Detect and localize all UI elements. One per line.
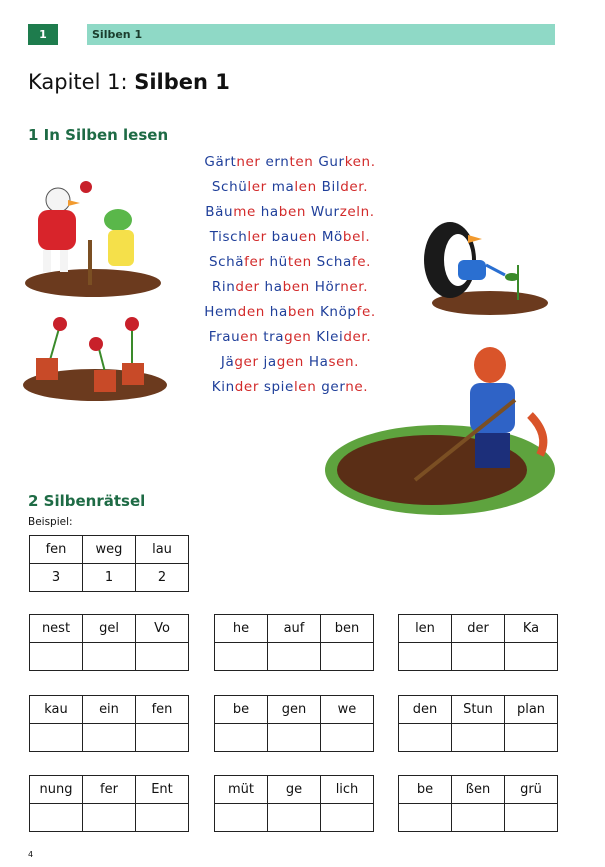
puzzle-syllable-cell: gel xyxy=(83,615,136,643)
syllable-blue: ha xyxy=(259,279,283,295)
chapter-number: 1 xyxy=(28,24,58,45)
syllable-blue: Mö xyxy=(316,229,343,245)
puzzle-syllable-row xyxy=(215,696,374,724)
syllable-puzzle-table xyxy=(398,695,558,752)
sentence-line xyxy=(175,225,405,250)
syllable-puzzle-table xyxy=(29,695,189,752)
sentence-line xyxy=(175,150,405,175)
syllable-red: den xyxy=(237,304,265,320)
syllable-red: gen xyxy=(276,354,304,370)
syllable-red: fe. xyxy=(351,254,372,270)
syllable-blue: Bäu xyxy=(205,204,234,220)
syllable-blue: Klei xyxy=(311,329,344,345)
chapter-header-bar xyxy=(28,24,555,45)
puzzle-syllable-cell: den xyxy=(399,696,452,724)
syllable-blue: Frau xyxy=(208,329,241,345)
syllable-red: der xyxy=(235,279,260,295)
puzzle-syllable-cell: gen xyxy=(268,696,321,724)
sentence-line xyxy=(175,250,405,275)
page-title xyxy=(28,70,230,94)
puzzle-syllable-row xyxy=(215,776,374,804)
syllable-red: ten xyxy=(289,154,314,170)
syllable-blue: Knöp xyxy=(315,304,357,320)
puzzle-answer-cell[interactable] xyxy=(268,724,321,752)
example-number-cell: 1 xyxy=(83,564,136,592)
sentence-line xyxy=(175,300,405,325)
flower-pots-illustration xyxy=(20,310,170,405)
puzzle-syllable-cell: Stun xyxy=(452,696,505,724)
puzzle-syllable-cell: ben xyxy=(321,615,374,643)
puzzle-syllable-row xyxy=(399,696,558,724)
puzzle-answer-row xyxy=(399,724,558,752)
syllable-blue: hü xyxy=(264,254,288,270)
syllable-red: ben xyxy=(287,304,316,320)
puzzle-answer-cell[interactable] xyxy=(505,804,558,832)
page-number: 4 xyxy=(28,850,34,859)
puzzle-syllable-row xyxy=(30,696,189,724)
puzzle-syllable-cell: auf xyxy=(268,615,321,643)
syllable-blue: Bil xyxy=(316,179,341,195)
puzzle-syllable-cell: fer xyxy=(83,776,136,804)
puzzle-syllable-cell: Ka xyxy=(505,615,558,643)
syllable-red: en xyxy=(298,229,317,245)
sentence-line xyxy=(175,275,405,300)
syllable-puzzle-table xyxy=(214,695,374,752)
syllable-blue: Scha xyxy=(311,254,352,270)
puzzle-answer-row xyxy=(30,643,189,671)
syllable-red: sen. xyxy=(328,354,360,370)
puzzle-syllable-cell: Vo xyxy=(136,615,189,643)
syllable-blue: Schä xyxy=(208,254,245,270)
syllable-red: der. xyxy=(343,329,372,345)
syllable-red: ler xyxy=(247,179,267,195)
page-title-prefix: Kapitel 1: xyxy=(28,70,135,94)
example-syllable-row xyxy=(30,536,189,564)
puzzle-syllable-cell: we xyxy=(321,696,374,724)
example-syllable-cell: lau xyxy=(136,536,189,564)
puzzle-answer-cell[interactable] xyxy=(215,724,268,752)
syllable-red: ben xyxy=(278,204,307,220)
puzzle-answer-cell[interactable] xyxy=(505,724,558,752)
page-title-main: Silben 1 xyxy=(134,70,230,94)
puzzle-syllable-cell: kau xyxy=(30,696,83,724)
syllable-puzzle-table xyxy=(214,614,374,671)
puzzle-answer-cell[interactable] xyxy=(83,804,136,832)
syllable-puzzle-table xyxy=(398,614,558,671)
puzzle-syllable-cell: fen xyxy=(136,696,189,724)
puzzle-syllable-row xyxy=(399,615,558,643)
syllable-blue: Gur xyxy=(313,154,345,170)
puzzle-answer-cell[interactable] xyxy=(268,643,321,671)
puzzle-answer-cell[interactable] xyxy=(268,804,321,832)
penguin-watering-illustration xyxy=(410,205,550,320)
puzzle-answer-cell[interactable] xyxy=(215,804,268,832)
puzzle-answer-cell[interactable] xyxy=(452,643,505,671)
puzzle-answer-row xyxy=(30,724,189,752)
syllable-red: gen xyxy=(284,329,312,345)
syllable-red: ken. xyxy=(344,154,376,170)
puzzle-syllable-cell: len xyxy=(399,615,452,643)
example-table xyxy=(29,535,189,592)
puzzle-syllable-row xyxy=(215,615,374,643)
puzzle-answer-row xyxy=(215,724,374,752)
puzzle-answer-cell[interactable] xyxy=(136,643,189,671)
puzzle-answer-row xyxy=(30,804,189,832)
syllable-blue: ern xyxy=(260,154,290,170)
puzzle-syllable-cell: be xyxy=(215,696,268,724)
syllable-blue: bau xyxy=(266,229,299,245)
syllable-red: zeln. xyxy=(339,204,375,220)
puzzle-syllable-cell: lich xyxy=(321,776,374,804)
syllable-blue: Wur xyxy=(306,204,340,220)
puzzle-answer-row xyxy=(399,804,558,832)
syllable-blue: Jä xyxy=(220,354,235,370)
puzzle-answer-cell[interactable] xyxy=(321,643,374,671)
syllable-red: me xyxy=(233,204,256,220)
syllable-blue: ha xyxy=(255,204,279,220)
syllable-blue: tra xyxy=(258,329,285,345)
example-label: Beispiel: xyxy=(28,516,73,528)
puzzle-answer-cell[interactable] xyxy=(136,804,189,832)
puzzle-answer-cell[interactable] xyxy=(505,643,558,671)
syllable-blue: ha xyxy=(264,304,288,320)
example-syllable-cell: weg xyxy=(83,536,136,564)
syllable-blue: Schü xyxy=(211,179,248,195)
puzzle-answer-cell[interactable] xyxy=(83,643,136,671)
puzzle-answer-cell[interactable] xyxy=(30,804,83,832)
syllable-red: len xyxy=(293,379,317,395)
fox-raking-illustration xyxy=(320,345,560,520)
syllable-red: ben xyxy=(282,279,310,295)
puzzle-answer-cell[interactable] xyxy=(30,643,83,671)
example-number-cell: 2 xyxy=(136,564,189,592)
header-separator xyxy=(58,24,87,45)
puzzle-answer-cell[interactable] xyxy=(399,804,452,832)
syllable-red: ler xyxy=(247,229,267,245)
syllable-puzzle-table xyxy=(214,775,374,832)
syllable-red: bel. xyxy=(342,229,371,245)
section-2-heading: 2 Silbenrätsel xyxy=(28,492,146,510)
syllable-blue: spie xyxy=(258,379,294,395)
syllable-puzzle-table xyxy=(29,775,189,832)
syllable-puzzle-table xyxy=(398,775,558,832)
puzzle-syllable-cell: müt xyxy=(215,776,268,804)
syllable-blue: Gärt xyxy=(204,154,237,170)
puzzle-syllable-cell: nest xyxy=(30,615,83,643)
example-number-cell: 3 xyxy=(30,564,83,592)
puzzle-answer-cell[interactable] xyxy=(30,724,83,752)
puzzle-syllable-cell: plan xyxy=(505,696,558,724)
puzzle-syllable-cell: Ent xyxy=(136,776,189,804)
syllable-red: der xyxy=(234,379,259,395)
syllable-red: ten xyxy=(287,254,312,270)
syllable-puzzle-table xyxy=(29,614,189,671)
syllable-blue: ja xyxy=(258,354,277,370)
puzzle-answer-cell[interactable] xyxy=(321,804,374,832)
puzzle-syllable-cell: nung xyxy=(30,776,83,804)
puzzle-answer-cell[interactable] xyxy=(136,724,189,752)
puzzle-syllable-cell: der xyxy=(452,615,505,643)
syllable-blue: ma xyxy=(266,179,295,195)
puzzle-syllable-cell: he xyxy=(215,615,268,643)
sentence-line xyxy=(175,175,405,200)
puzzle-answer-row xyxy=(215,804,374,832)
puzzle-syllable-row xyxy=(30,615,189,643)
puzzle-syllable-cell: ßen xyxy=(452,776,505,804)
syllable-blue: Hör xyxy=(309,279,341,295)
sentence-line xyxy=(175,200,405,225)
syllable-blue: Tisch xyxy=(209,229,248,245)
example-syllable-cell: fen xyxy=(30,536,83,564)
puzzle-syllable-cell: ein xyxy=(83,696,136,724)
syllable-red: ne. xyxy=(345,379,369,395)
puzzle-answer-row xyxy=(215,643,374,671)
puzzle-answer-cell[interactable] xyxy=(321,724,374,752)
syllable-blue: ger xyxy=(316,379,346,395)
syllable-red: len xyxy=(294,179,317,195)
example-number-row xyxy=(30,564,189,592)
syllable-blue: Rin xyxy=(211,279,236,295)
puzzle-answer-cell[interactable] xyxy=(215,643,268,671)
puzzle-answer-cell[interactable] xyxy=(83,724,136,752)
syllable-red: fer xyxy=(244,254,265,270)
syllable-red: ner xyxy=(236,154,261,170)
syllable-red: ner. xyxy=(340,279,369,295)
puzzle-syllable-cell: ge xyxy=(268,776,321,804)
puzzle-answer-cell[interactable] xyxy=(399,643,452,671)
syllable-red: der. xyxy=(340,179,369,195)
puzzle-syllable-cell: grü xyxy=(505,776,558,804)
puzzle-syllable-row xyxy=(30,776,189,804)
puzzle-syllable-cell: be xyxy=(399,776,452,804)
duck-and-frog-illustration xyxy=(18,165,168,300)
puzzle-answer-row xyxy=(399,643,558,671)
syllable-red: ger xyxy=(234,354,259,370)
syllable-red: en xyxy=(240,329,259,345)
puzzle-answer-cell[interactable] xyxy=(452,804,505,832)
puzzle-syllable-row xyxy=(399,776,558,804)
chapter-label: Silben 1 xyxy=(92,28,143,41)
puzzle-answer-cell[interactable] xyxy=(399,724,452,752)
syllable-blue: Ha xyxy=(303,354,329,370)
syllable-red: fe. xyxy=(356,304,376,320)
syllable-blue: Kin xyxy=(211,379,235,395)
section-1-heading: 1 In Silben lesen xyxy=(28,126,169,144)
syllable-blue: Hem xyxy=(204,304,238,320)
puzzle-answer-cell[interactable] xyxy=(452,724,505,752)
